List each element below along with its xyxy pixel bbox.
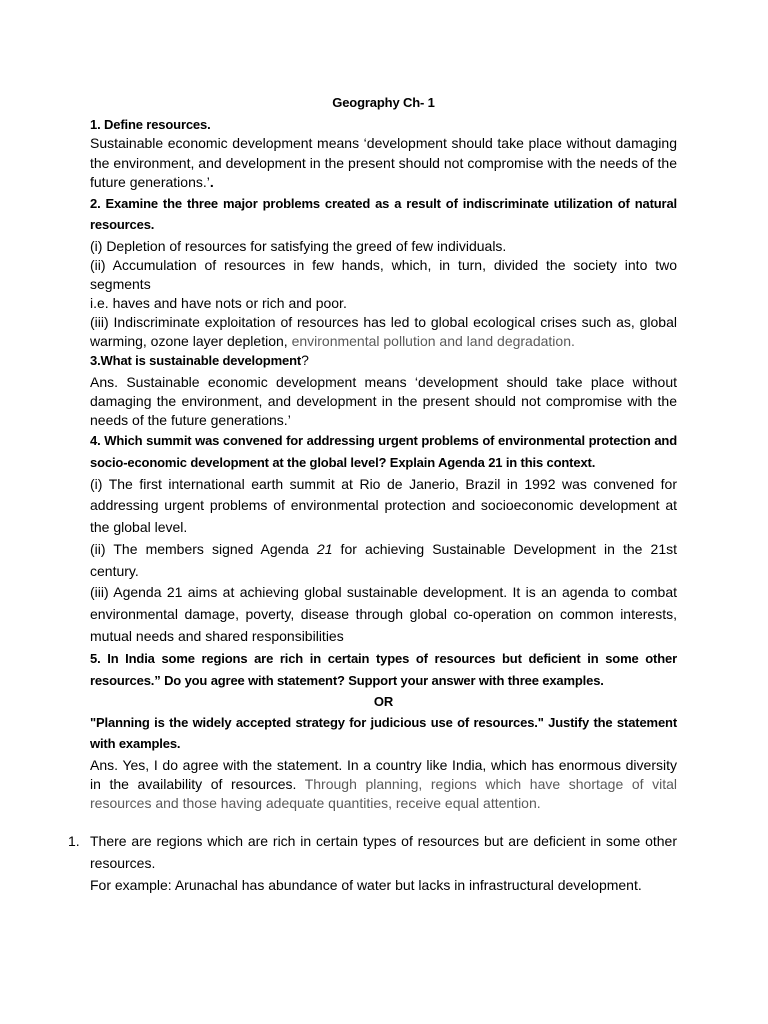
answer-5-text: Ans. Yes, I do agree with the statement. In a country like India, which has enormous diversity in the availability of resources. [90, 756, 677, 792]
question-3-mark: ? [301, 351, 309, 368]
list-item-example: For example: Arunachal has abundance of water but lacks in infrastructural development. [90, 876, 642, 893]
answer-4 [90, 474, 677, 648]
answer-2-point-iii [90, 313, 677, 351]
answer-2-point-i: (i) Depletion of resources for satisfying the greed of few individuals. [90, 237, 507, 254]
question-3 [90, 351, 677, 370]
answer-4-point-ii-before: (ii) The members signed Agenda [90, 540, 317, 557]
question-1: 1. Define resources. [90, 117, 211, 132]
question-5-alternative: "Planning is the widely accepted strategy for judicious use of resources." Justify the statement with examples. [90, 714, 677, 751]
answer-5-list [68, 830, 677, 896]
answer-2-point-iii-gray: environmental pollution and land degradation. [291, 332, 575, 349]
answer-2-point-iii-text: (iii) Indiscriminate exploitation of resources has led to global ecological crises such as, global warming, ozone layer depletion, [90, 313, 677, 349]
answer-2 [90, 237, 677, 351]
question-3-text: 3.What is sustainable development [90, 352, 302, 368]
answer-4-point-i: (i) The first international earth summit at Rio de Janerio, Brazil in 1992 was convened for addressing urgent problems of environmental protection and socioeconomic development at the global level. [90, 475, 677, 536]
answer-3: Ans. Sustainable economic development means ‘development should take place without damaging the environment, and development in the present should not compromise with the needs of the future generations.’ [90, 373, 677, 428]
or-separator: OR [373, 693, 394, 709]
answer-4-point-ii-italic: 21 [316, 540, 333, 557]
answer-4-point-iii: (iii) Agenda 21 aims at achieving global sustainable development. It is an agenda to combat environmental damage, poverty, disease through global co-operation on common interests, mutual needs and shared responsibilities [90, 584, 677, 645]
answer-1 [90, 134, 677, 193]
answer-2-point-ie: i.e. haves and have nots or rich and poor. [90, 294, 347, 311]
answer-1-text: Sustainable economic development means ‘development should take place without damaging the environment, and development in the present should not compromise with the needs of the future generations.’ [90, 135, 677, 190]
list-item-number: 1. [68, 832, 80, 849]
answer-1-tail: . [209, 174, 214, 190]
answer-4-point-ii-after: for achieving Sustainable Development in the 21st century. [90, 540, 677, 579]
answer-2-point-ii: (ii) Accumulation of resources in few hands, which, in turn, divided the society into two segments [90, 256, 677, 292]
page-title: Geography Ch- 1 [332, 95, 435, 110]
answer-5 [90, 756, 677, 813]
question-5: 5. In India some regions are rich in certain types of resources but deficient in some other resources.” Do you agree with statement? Support your answer with three examples. [90, 650, 677, 688]
answer-4-point-ii [90, 539, 677, 583]
list-item-text: There are regions which are rich in certain types of resources but are deficient in some other resources. [90, 832, 677, 871]
question-2: 2. Examine the three major problems created as a result of indiscriminate utilization of natural resources. [90, 195, 677, 232]
answer-5-gray: Through planning, regions which have shortage of vital resources and those having adequate quantities, receive equal attention. [90, 775, 677, 811]
list-item [68, 830, 677, 896]
question-4: 4. Which summit was convened for addressing urgent problems of environmental protection and socio-economic development at the global level? Explain Agenda 21 in this context. [90, 432, 677, 470]
